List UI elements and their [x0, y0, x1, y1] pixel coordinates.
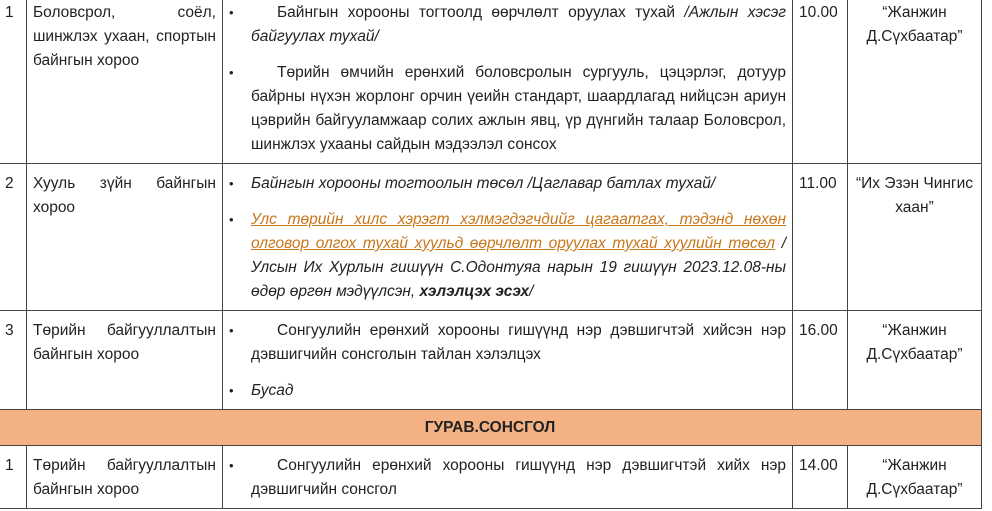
- committee-name: Хууль зүйн байнгын хороо: [27, 164, 223, 311]
- row-number: 3: [0, 311, 27, 410]
- table-row: [0, 311, 982, 410]
- table-row: [0, 164, 982, 311]
- list-item: [229, 319, 786, 367]
- location-cell: “Их Эзэн Чингис хаан”: [848, 164, 982, 311]
- bullet-icon: •: [229, 65, 234, 80]
- time-cell: 16.00: [793, 311, 848, 410]
- bullet-icon: •: [229, 176, 234, 191]
- committee-name: Боловсрол, соёл, шинжлэх ухаан, спортын байнгын хороо: [27, 0, 223, 164]
- item-text: Сонгуулийн ерөнхий хорооны гишүүнд нэр дэвшигчтэй хийсэн нэр дэвшигчийн сонсголын тайлан хэлэлцэх: [251, 322, 786, 363]
- table-row: [0, 0, 982, 164]
- agenda-items: [223, 446, 793, 509]
- item-text: Бусад: [251, 382, 294, 399]
- bullet-icon: •: [229, 212, 234, 227]
- row-number: 1: [0, 446, 27, 509]
- bullet-icon: •: [229, 383, 234, 398]
- table-row: [0, 446, 982, 509]
- item-note-end: /: [529, 283, 534, 300]
- item-text: Байнгын хорооны тогтоолын төсөл /Цаглавар батлах тухай/: [251, 175, 716, 192]
- time-cell: 10.00: [793, 0, 848, 164]
- committee-name: Төрийн байгууллалтын байнгын хороо: [27, 311, 223, 410]
- list-item: [229, 379, 786, 403]
- item-note: /Ажлын хэсэг байгуулах тухай/: [251, 4, 786, 45]
- list-item: [229, 208, 786, 304]
- item-note-bold: хэлэлцэх эсэх: [419, 283, 530, 300]
- list-item: [229, 61, 786, 157]
- item-text: Сонгуулийн ерөнхий хорооны гишүүнд нэр дэвшигчтэй хийх нэр дэвшигчийн сонсгол: [251, 457, 786, 498]
- time-cell: 11.00: [793, 164, 848, 311]
- row-number: 2: [0, 164, 27, 311]
- bullet-icon: •: [229, 458, 234, 473]
- row-number: 1: [0, 0, 27, 164]
- agenda-items: [223, 0, 793, 164]
- location-cell: “Жанжин Д.Сүхбаатар”: [848, 446, 982, 509]
- bullet-icon: •: [229, 5, 234, 20]
- bill-link[interactable]: Улс төрийн хилс хэрэгт хэлмэгдэгчдийг цагаатгах, тэдэнд нөхөн олговор олгох тухай хуульд өөрчлөлт оруулах тухай хуулийн төсөл: [251, 211, 786, 252]
- list-item: [229, 454, 786, 502]
- section-header-row: [0, 410, 982, 446]
- list-item: [229, 1, 786, 49]
- section-title: ГУРАВ.СОНСГОЛ: [0, 410, 982, 446]
- item-text: Байнгын хорооны тогтоолд өөрчлөлт оруулах тухай: [277, 4, 685, 21]
- time-cell: 14.00: [793, 446, 848, 509]
- location-cell: “Жанжин Д.Сүхбаатар”: [848, 311, 982, 410]
- agenda-items: [223, 311, 793, 410]
- list-item: [229, 172, 786, 196]
- committee-name: Төрийн байгууллалтын байнгын хороо: [27, 446, 223, 509]
- agenda-items: [223, 164, 793, 311]
- location-cell: “Жанжин Д.Сүхбаатар”: [848, 0, 982, 164]
- bullet-icon: •: [229, 323, 234, 338]
- item-note: /Улсын Их Хурлын гишүүн С.Одонтуяа нарын 19 гишүүн 2023.12.08-ны өдөр өргөн мэдүүлсэн,: [251, 235, 786, 300]
- item-text: Төрийн өмчийн ерөнхий боловсролын сургууль, цэцэрлэг, дотуур байрны нүхэн жорлонг орчин үеийн стандарт, шаардлагад нийцсэн ариун цэврийн байгууламжаар солих ажлын явц, үр дүнгийн талаар Боловсрол, шинжлэх ухааны сайдын мэдээлэл сонсох: [251, 64, 786, 153]
